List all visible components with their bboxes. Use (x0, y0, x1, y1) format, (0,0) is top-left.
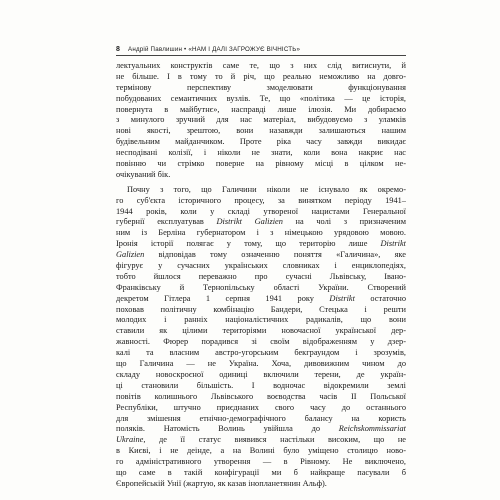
text-line: складу новоскроєної одиниці включили терени, де україн- (116, 369, 406, 379)
text-line: калі та власним австро-угорським бекграундом і зрозумів, (116, 348, 406, 358)
text-line: для змішення етнічно-демографічного балансу на користь (116, 413, 406, 423)
text-line: декретом Гітлера 1 серпня 1941 року Distrikt остаточно (116, 293, 406, 303)
running-header (116, 46, 300, 53)
text-line: не більше. І в тому то й річ, що реально неможливо на довго- (116, 71, 406, 81)
text-line: поляків. Натомість Волинь увійшла до Reichskommissariat (116, 424, 406, 434)
text-line: ставили як цілими територіями новочасної української дер- (116, 326, 406, 336)
text-line: очікуваний бік. (116, 169, 171, 179)
text-line: Республіки, штучно приєднаних свого часу до останнього (116, 402, 406, 412)
paragraph-1 (116, 61, 406, 181)
text-line: поховав політичну комбінацію Бандери, Стецька і решти (116, 304, 406, 314)
text-line: повінню чи стрімко поверне на рівному місці в цілком не- (116, 159, 406, 169)
page-body (116, 61, 406, 490)
text-line: Європейській Унії (жартую, як казав інопланетянин Альф). (116, 478, 327, 488)
text-line: повітів колишнього Львівського воєводства часів ІІ Польської (116, 391, 406, 401)
text-line: молодих і ранніх націоналістичних радикалів, що вони (116, 315, 406, 325)
text-line: го суб'єкта історичного процесу, за винятком періоду 1941– (116, 195, 406, 205)
text-line: нові якості, зрештою, вони назавжди залишаються нашим (116, 126, 406, 136)
text-line: будівельним майданчиком. Проте ріка часу завжди викидає (116, 137, 406, 147)
text-line: жавності. Фюрер порадився зі своїм відображенням у дзер- (116, 337, 406, 347)
text-line: губернії експлуатував Distrikt Galizien на чолі з призначеним (116, 217, 406, 227)
text-line: несподівані колізії, і ніколи не знати, коли вона накриє нас (116, 148, 406, 158)
page-number: 8 (116, 46, 121, 53)
text-line: Франківську й Тернопільську області України. Створений (116, 282, 406, 292)
text-line: повернута в майбутнє», насправді лише ілюзія. Ми добираємо (116, 104, 406, 114)
text-line: термінову перспективу змоделювати функціонування (116, 82, 406, 92)
header-separator: • (184, 46, 187, 53)
header-title: «НАМ І ДАЛІ ЗАГРОЖУЄ ВІЧНІСТЬ» (188, 46, 301, 53)
header-author: Андрій Павлишин (128, 46, 183, 53)
paragraph-2 (116, 185, 406, 490)
text-line: 1944 років, коли у складі утвореної нацистами Генеральної (116, 206, 406, 216)
text-line: ці становили більшість. І водночас відокремили землі (116, 380, 406, 390)
text-line: що Галичина — не Україна. Хоча, дивовижним чином до (116, 359, 406, 369)
text-line: ним із Берліна губернатором і з німецькою урядовою мовою. (116, 228, 406, 238)
header-rule (116, 55, 406, 56)
text-line: фігурує у сучасних українських словниках і енциклопедіях, (116, 261, 406, 271)
text-line: в Києві, і не деінде, а на Волині було уміщено столицю ново- (116, 446, 406, 456)
text-line: побудованих семантичних вузлів. Те, що «політика — це історія, (116, 93, 406, 103)
text-line: го адміністративного утворення — в Рівному. Не виключено, (116, 457, 406, 467)
text-line: тобто йшлося переважно про сучасні Львівську, Івано- (116, 271, 406, 281)
text-line: Galizien відповідав тому означенню поняття «Галичина», яке (116, 250, 406, 260)
text-line: що саме в такій конфігурації ми б найкраще пасували б (116, 467, 406, 477)
text-line: Ukraine, де її статус виявився настільки високим, що не (116, 435, 406, 445)
text-line: Іронія історії полягає у тому, що територію лише Distrikt (116, 239, 406, 249)
text-line: лектуальних конструктів саме те, що з них слід витиснути, й (116, 61, 406, 70)
text-line: Почну з того, що Галичини ніколи не існувало як окремо- (127, 184, 406, 194)
text-line: з минулого зручний для нас матеріал, вибудовуємо з уламків (116, 115, 406, 125)
